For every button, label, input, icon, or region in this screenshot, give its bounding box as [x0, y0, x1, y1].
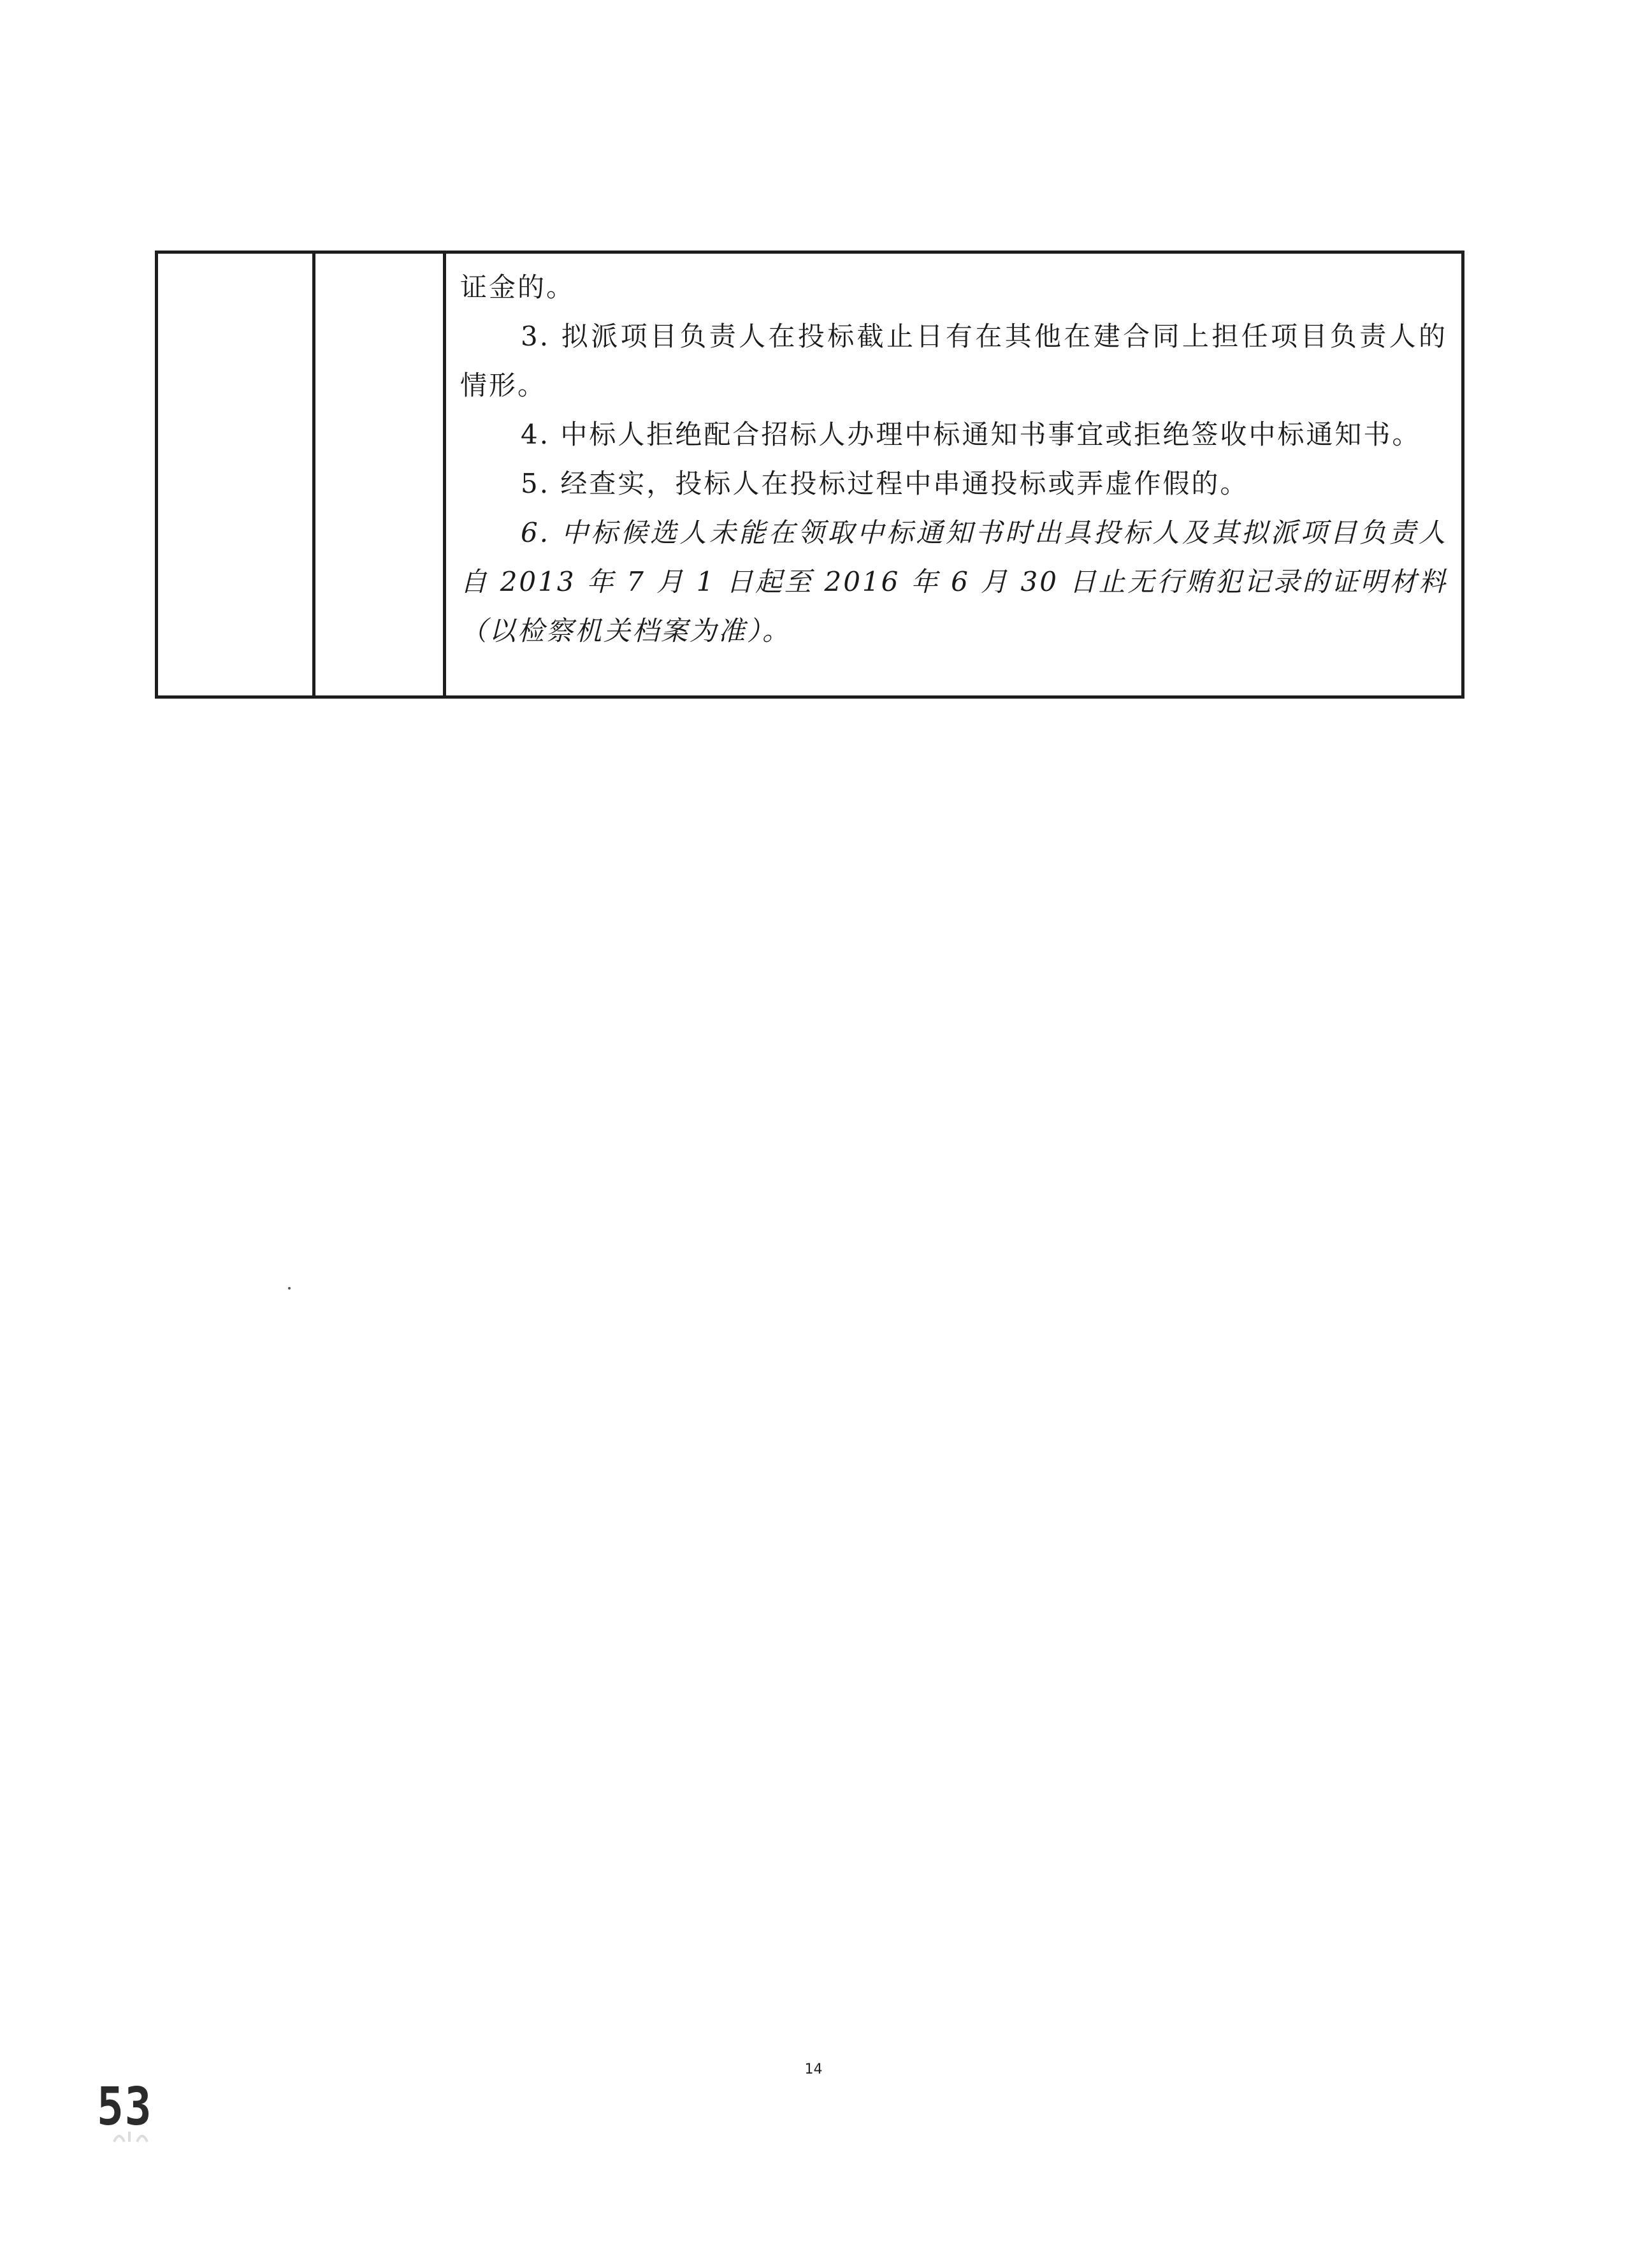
table-cell-empty-second [314, 252, 445, 697]
clause-item-3: 3. 拟派项目负责人在投标截止日有在其他在建合同上担任项目负责人的情形。 [460, 321, 1447, 401]
page-number: 14 [804, 2061, 823, 2077]
table-row [157, 252, 1463, 697]
table-cell-clauses [445, 252, 1463, 697]
table-cell-empty-first [157, 252, 314, 697]
stamp-ghost-mark [112, 2128, 156, 2146]
clause-continuation: 证金的。 [460, 272, 575, 303]
clause-item-4: 4. 中标人拒绝配合招标人办理中标通知书事宜或拒绝签收中标通知书。 [521, 419, 1421, 450]
clause-item-6: 6. 中标候选人未能在领取中标通知书时出具投标人及其拟派项目负责人自 2013 年 7 月 1 日起至 2016 年 6 月 30 日止无行贿犯记录的证明材料（以检察机关档案为准）。 [460, 517, 1447, 646]
scan-speck [288, 1287, 291, 1290]
stamp-number: 53 [97, 2077, 153, 2137]
clause-table [155, 251, 1464, 699]
clause-item-5: 5. 经查实，投标人在投标过程中串通投标或弄虚作假的。 [521, 468, 1249, 499]
